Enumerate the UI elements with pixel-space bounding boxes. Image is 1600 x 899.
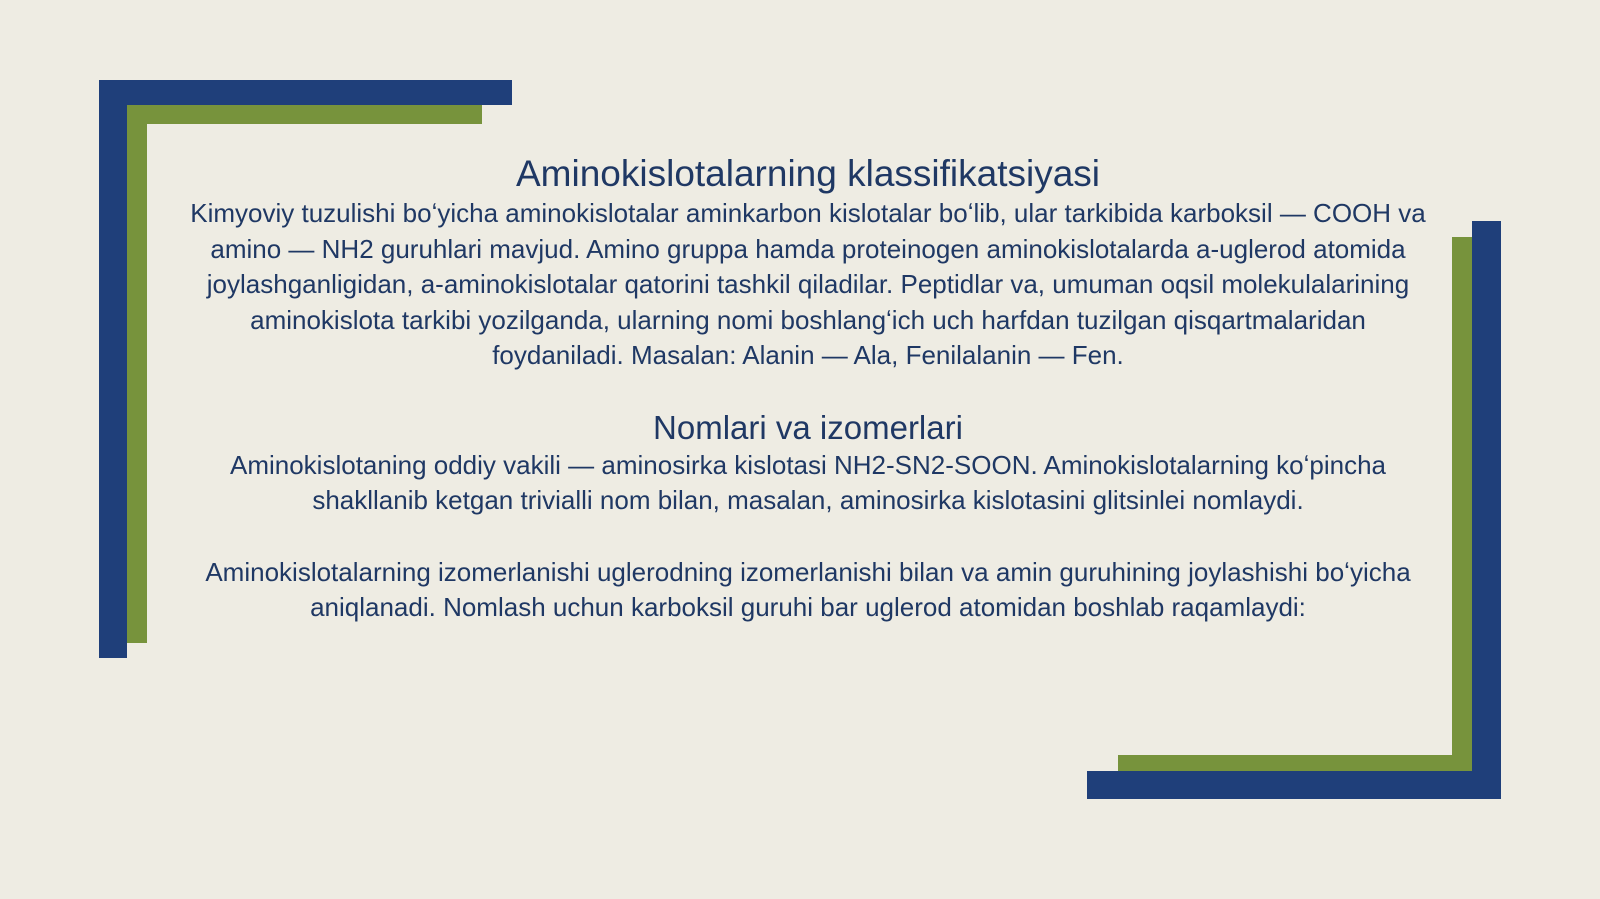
top-left-navy-bar-vertical bbox=[99, 80, 127, 658]
slide-title: Aminokislotalarning klassifikatsiyasi bbox=[516, 153, 1100, 194]
bottom-right-green-bar-horizontal bbox=[1118, 755, 1472, 771]
paragraph-classification: Kimyoviy tuzulishi boʻyicha aminokislotalar aminkarbon kislotalar boʻlib, ular tarkibida karboksil — COOH va amino — NH2 guruhlari mavjud. Amino gruppa hamda proteinogen aminokislotalarda a-uglerod atomida joylashganligidan, a-aminokislotalar qatorini tashkil qiladilar. Peptidlar va, umuman oqsil molekulalarining aminokislota tarkibi yozilganda, ularning nomi boshlangʻich uch harfdan tuzilgan qisqartmalaridan foydaniladi. Masalan: Alanin — Ala, Fenilalanin — Fen. bbox=[190, 198, 1426, 370]
bottom-right-navy-bar-vertical bbox=[1472, 221, 1501, 799]
bottom-right-green-bar-vertical bbox=[1452, 237, 1472, 771]
section-subtitle: Nomlari va izomerlari bbox=[653, 408, 963, 446]
top-left-navy-bar-horizontal bbox=[99, 80, 512, 105]
paragraph-isomers: Aminokislotalarning izomerlanishi uglerodning izomerlanishi bilan va amin guruhining joylashishi boʻyicha aniqlanadi. Nomlash uchun karboksil guruhi bar uglerod atomidan boshlab raqamlaydi: bbox=[205, 556, 1411, 622]
top-left-green-bar-horizontal bbox=[127, 105, 482, 124]
paragraph-names: Aminokislotaning oddiy vakili — aminosirka kislotasi NH2-SN2-SOON. Aminokislotalarning koʻpincha shakllanib ketgan trivialli nom bilan, masalan, aminosirka kislotasini glitsinlei nomlaydi. bbox=[229, 449, 1387, 515]
top-left-green-bar-vertical bbox=[127, 105, 147, 643]
slide-content bbox=[190, 152, 1426, 626]
bottom-right-navy-bar-horizontal bbox=[1087, 771, 1501, 799]
